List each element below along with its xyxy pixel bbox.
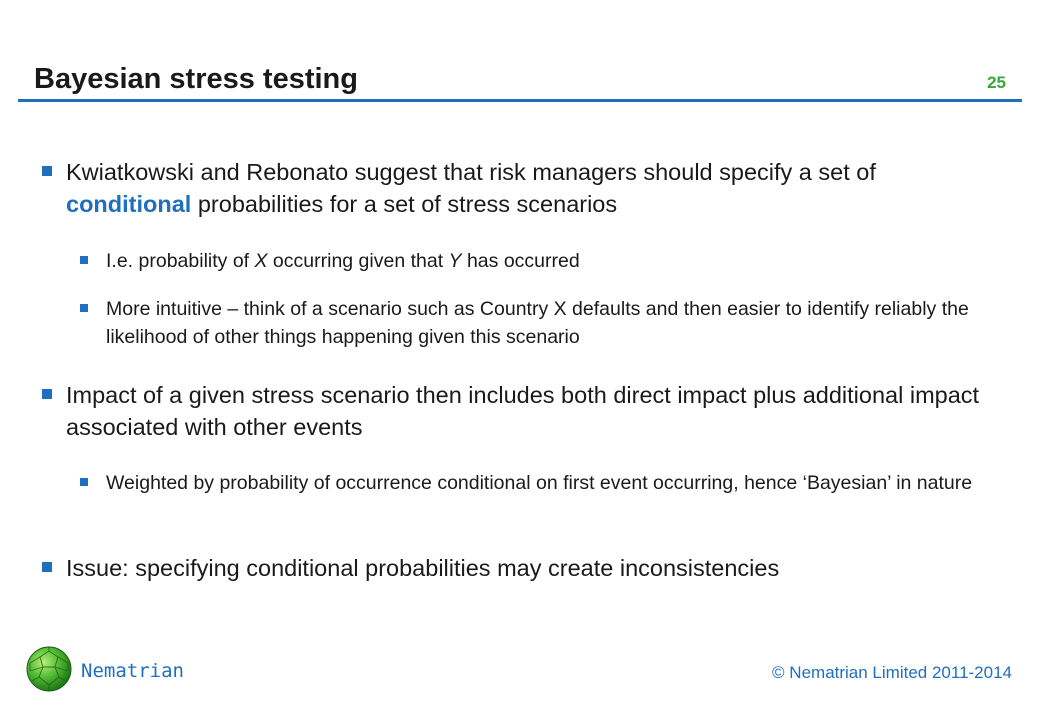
italic-variable: Y [448, 250, 462, 272]
green-geodesic-sphere-icon [25, 645, 73, 693]
sub-bullet-item [80, 295, 980, 351]
bullet-item [42, 156, 992, 220]
bullet-text-segment: Kwiatkowski and Rebonato suggest that risk managers should specify a set of [66, 159, 876, 185]
bullet-text [106, 247, 980, 275]
title-divider [18, 99, 1022, 102]
bullet-text [66, 379, 992, 443]
square-bullet-icon [42, 562, 52, 572]
page-number: 25 [987, 73, 1006, 92]
bullet-item [42, 379, 992, 443]
bullet-text [66, 156, 992, 220]
bullet-text-segment: occurring given that [267, 250, 449, 272]
copyright-notice: © Nematrian Limited 2011-2014 [772, 663, 1012, 682]
bullet-text-segment: Weighted by probability of occurrence conditional on first event occurring, hence ‘Bayesian’ in nature [106, 472, 973, 494]
bullet-text [106, 469, 980, 497]
brand-name: Nematrian [81, 660, 184, 682]
bullet-text-segment: More intuitive – think of a scenario such as Country X defaults and then easier to identify reliably the likelihood of other things happening given this scenario [106, 298, 969, 348]
square-bullet-icon [80, 256, 88, 264]
bullet-text-segment: I.e. probability of [106, 250, 255, 272]
bullet-text-segment: has occurred [461, 250, 580, 272]
bullet-item [42, 552, 992, 584]
sub-bullet-item [80, 469, 980, 497]
square-bullet-icon [42, 166, 52, 176]
bullet-text-segment: probabilities for a set of stress scenarios [191, 191, 618, 217]
bullet-text-segment: Issue: specifying conditional probabilities may create inconsistencies [66, 555, 780, 581]
italic-variable: X [254, 250, 268, 272]
bullet-text [106, 295, 980, 351]
bullet-text [66, 552, 992, 584]
square-bullet-icon [42, 389, 52, 399]
bullet-text-segment: Impact of a given stress scenario then includes both direct impact plus additional impact associated with other events [66, 382, 980, 440]
sub-bullet-item [80, 247, 980, 275]
square-bullet-icon [80, 304, 88, 312]
slide-title: Bayesian stress testing [34, 63, 358, 95]
emphasized-term: conditional [66, 191, 192, 217]
square-bullet-icon [80, 478, 88, 486]
